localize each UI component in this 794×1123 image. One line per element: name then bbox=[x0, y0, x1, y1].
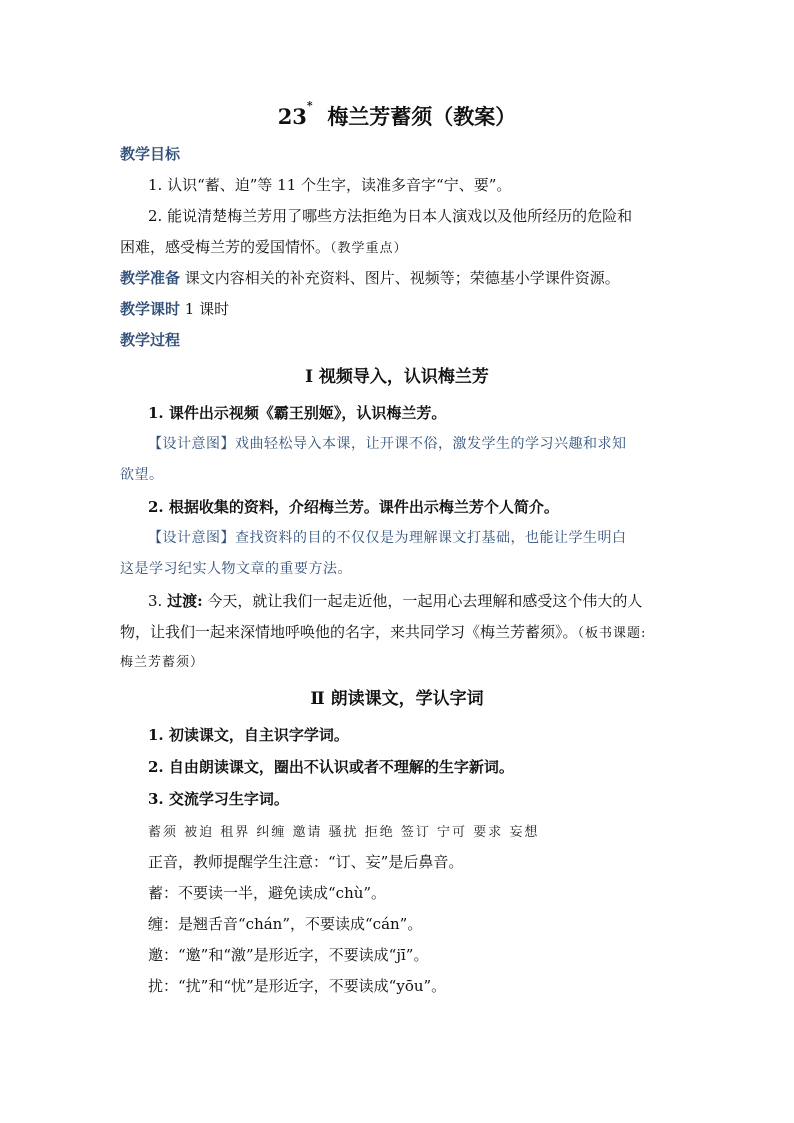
goal-key-mark: （教学重点） bbox=[330, 241, 408, 256]
prep-label: 教学准备 bbox=[120, 269, 181, 287]
lesson-title: 梅兰芳蓄须（教案） bbox=[327, 104, 517, 129]
hours-text: 1 课时 bbox=[184, 300, 230, 318]
lesson-star: * bbox=[306, 99, 313, 112]
section-2-heading: Ⅱ 朗读课文，学认字词 bbox=[310, 689, 484, 709]
goals-label: 教学目标 bbox=[120, 145, 181, 163]
s1-step-3a-text: 今天，就让我们一起走近他，一起用心去理解和感受这个伟大的人 bbox=[207, 592, 643, 610]
hours-line bbox=[120, 299, 680, 319]
s1-step-3-num: 3. bbox=[148, 592, 163, 610]
s1-step-1: 1. 课件出示视频《霸王别姬》，认识梅兰芳。 bbox=[148, 404, 447, 422]
goal-item-1: 1. 认识“蓄、迫”等 11 个生字，读准多音字“宁、要”。 bbox=[148, 176, 512, 194]
s2-line-5: 扰：“扰”和“忧”是形近字，不要读成“yōu”。 bbox=[148, 977, 447, 995]
s2-line-3: 缠：是翘舌音“chán”，不要读成“cán”。 bbox=[148, 915, 423, 933]
s1-step-3-label: 过渡: bbox=[167, 592, 203, 610]
s1-board-label: （板书课题: bbox=[577, 626, 647, 641]
goal-item-2b bbox=[120, 237, 680, 259]
s1-step-3b-text: 物，让我们一起来深情地呼唤他的名字，来共同学习《梅兰芳蓄须》。 bbox=[120, 623, 578, 641]
s1-note-1b: 欲望。 bbox=[120, 467, 164, 483]
s1-step-3a bbox=[148, 591, 708, 611]
s1-note-1a: 【设计意图】戏曲轻松导入本课，让开课不俗，激发学生的学习兴趣和求知 bbox=[148, 436, 627, 452]
page-title bbox=[0, 101, 794, 131]
s2-line-2: 蓄：不要读一半，避免读成“chù”。 bbox=[148, 884, 387, 902]
hours-label: 教学课时 bbox=[120, 300, 181, 318]
s1-note-2a: 【设计意图】查找资料的目的不仅仅是为理解课文打基础，也能让学生明白 bbox=[148, 530, 627, 546]
process-label: 教学过程 bbox=[120, 331, 181, 349]
section-1-heading: Ⅰ 视频导入，认识梅兰芳 bbox=[305, 367, 489, 387]
goal-item-2a: 2. 能说清楚梅兰芳用了哪些方法拒绝为日本人演戏以及他所经历的危险和 bbox=[148, 207, 633, 225]
lesson-number: 23 bbox=[277, 104, 307, 129]
s1-note-2b: 这是学习纪实人物文章的重要方法。 bbox=[120, 561, 352, 577]
s2-step-3: 3. 交流学习生字词。 bbox=[148, 790, 289, 808]
vocab-list: 蓄须 被迫 租界 纠缠 邀请 骚扰 拒绝 签订 宁可 要求 妄想 bbox=[148, 825, 540, 840]
s2-line-1: 正音，教师提醒学生注意：“订、妄”是后鼻音。 bbox=[148, 853, 464, 871]
s1-step-3c: 梅兰芳蓄须） bbox=[120, 655, 205, 670]
prep-text: 课文内容相关的补充资料、图片、视频等；荣德基小学课件资源。 bbox=[184, 269, 620, 287]
s2-step-2: 2. 自由朗读课文，圈出不认识或者不理解的生字新词。 bbox=[148, 758, 514, 776]
s2-step-1: 1. 初读课文，自主识字学词。 bbox=[148, 726, 349, 744]
prep-line bbox=[120, 268, 680, 288]
s1-step-3b bbox=[120, 622, 680, 644]
s2-line-4: 邀：“邀”和“激”是形近字，不要读成“jī”。 bbox=[148, 946, 429, 964]
s1-step-2: 2. 根据收集的资料，介绍梅兰芳。课件出示梅兰芳个人简介。 bbox=[148, 498, 559, 516]
goal-item-2b-text: 困难，感受梅兰芳的爱国情怀。 bbox=[120, 238, 331, 256]
